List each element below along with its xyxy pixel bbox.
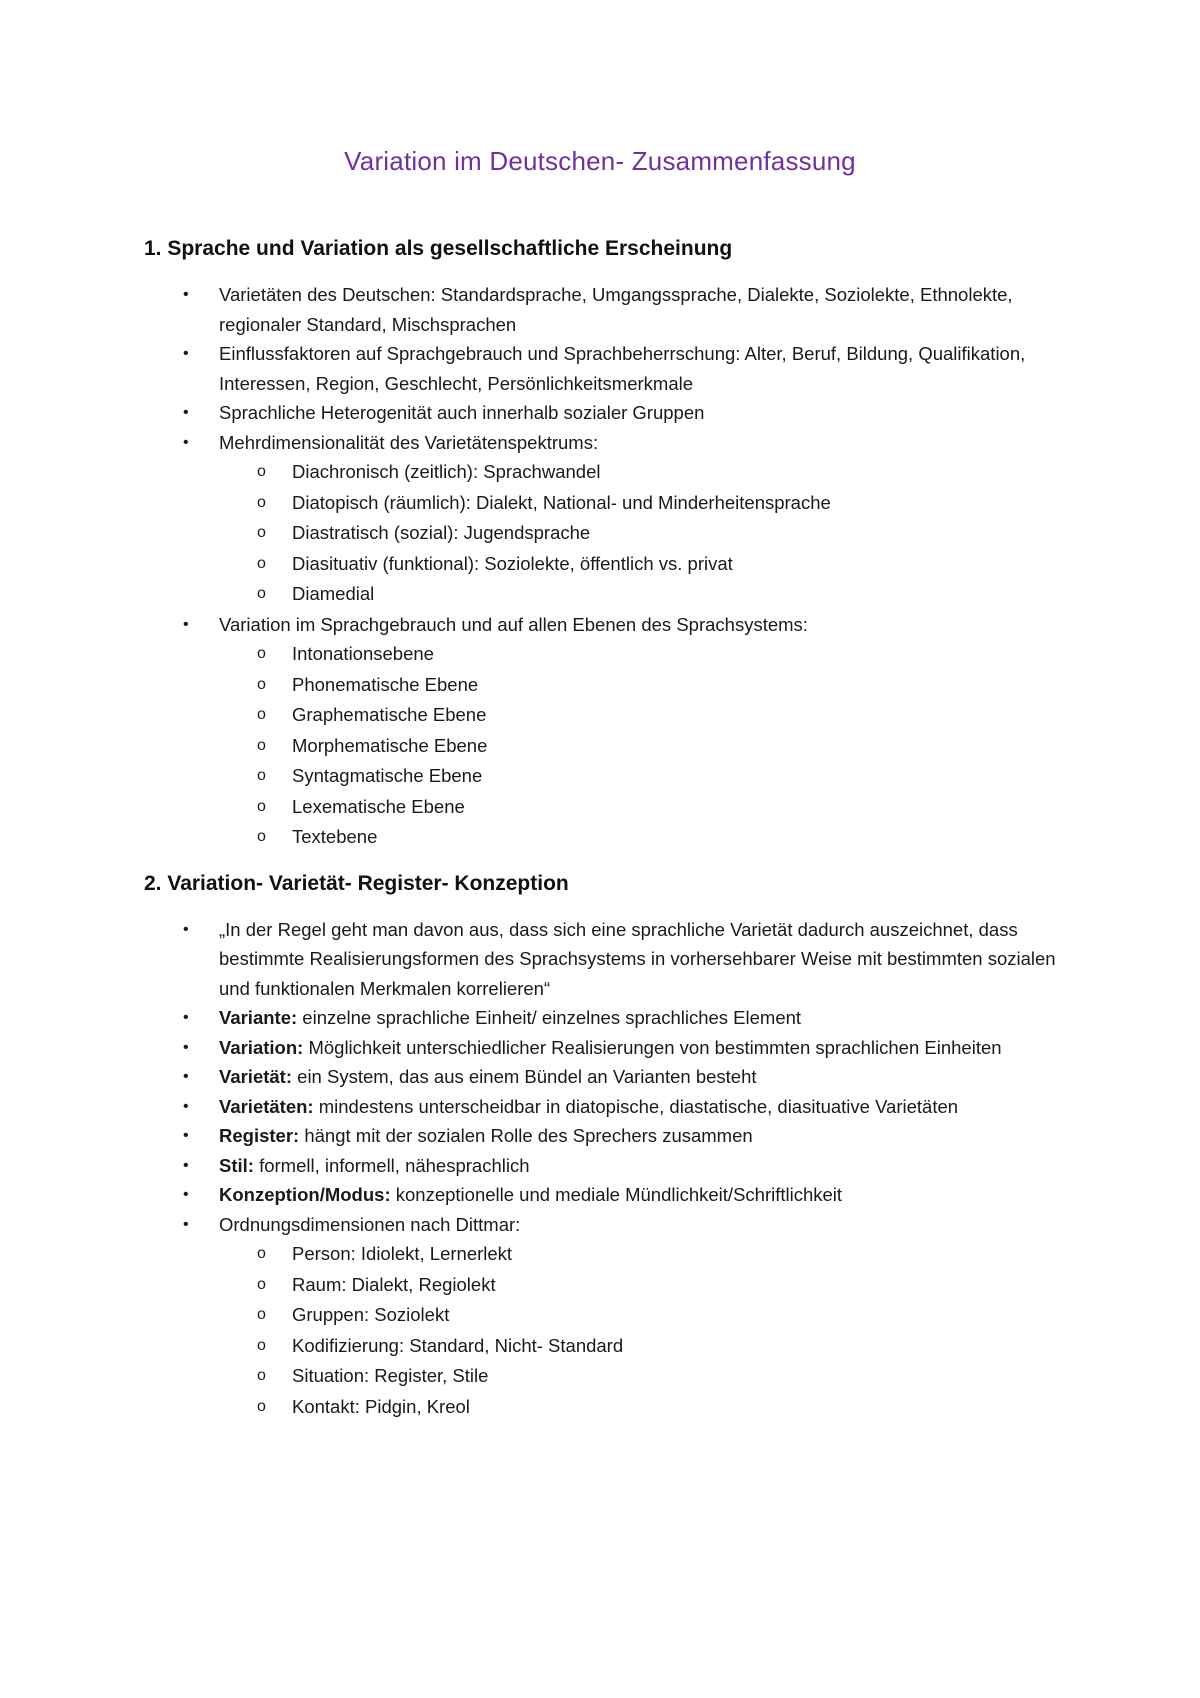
sub-bullet-marker: o (257, 767, 266, 784)
sub-item-text: Textebene (292, 826, 378, 847)
item-text: Variation im Sprachgebrauch und auf allen Ebenen des Sprachsystems: (219, 613, 808, 635)
sub-list-item (219, 1361, 1056, 1392)
item-text: einzelne sprachliche Einheit/ einzelnes sprachliches Element (297, 1007, 802, 1028)
list-item (144, 1180, 1056, 1210)
bullet-marker: • (183, 1215, 189, 1233)
item-text: mindestens unterscheidbar in diatopische, diastatische, diasituative Varietäten (313, 1095, 959, 1117)
section-heading: 2. Variation- Varietät- Register- Konzeption (144, 871, 569, 895)
bullet-marker: • (183, 345, 189, 362)
list-item (144, 428, 1056, 610)
sub-bullet-marker: o (257, 736, 266, 754)
item-text: formell, informell, nähesprachlich (253, 1154, 530, 1176)
sub-item-text: Diachronisch (zeitlich): Sprachwandel (292, 461, 601, 482)
sub-item-text: Kontakt: Pidgin, Kreol (292, 1395, 470, 1417)
sub-bullet-marker: o (257, 585, 266, 602)
item-text: Möglichkeit unterschiedlicher Realisierungen von bestimmten sprachlichen Einheiten (303, 1036, 1002, 1058)
sub-bullet-marker: o (257, 675, 266, 693)
sub-list-item (219, 761, 1056, 792)
sub-item-text: Person: Idiolekt, Lernerlekt (292, 1243, 513, 1264)
document-title: Variation im Deutschen- Zusammenfassung (344, 146, 856, 176)
sub-list-item (219, 1331, 1056, 1362)
list-item (144, 280, 1056, 339)
sub-list-item (219, 731, 1056, 762)
list-item (144, 398, 1056, 428)
list-item (144, 1121, 1056, 1151)
sub-list (219, 457, 1056, 610)
sub-item-text: Gruppen: Soziolekt (292, 1304, 450, 1325)
sub-item-text: Morphematische Ebene (292, 734, 488, 756)
sub-item-text: Diasituativ (funktional): Soziolekte, öffentlich vs. privat (292, 552, 733, 574)
sub-bullet-marker: o (257, 1275, 266, 1293)
sub-item-text: Situation: Register, Stile (292, 1365, 489, 1386)
sub-item-text: Diastratisch (sozial): Jugendsprache (292, 522, 591, 543)
list-item (144, 915, 1056, 1004)
sub-bullet-marker: o (257, 645, 266, 662)
sub-list-item (219, 1239, 1056, 1270)
item-term: Variation: (219, 1036, 304, 1058)
list-item (144, 1151, 1056, 1181)
bullet-marker: • (183, 615, 189, 633)
item-text: Einflussfaktoren auf Sprachgebrauch und Sprachbeherrschung: Alter, Beruf, Bildung, Qualifikation, Interessen, Region, Geschlecht, Persönlichkeitsmerkmale (219, 343, 1026, 394)
bullet-marker: • (183, 1156, 189, 1174)
item-term: Varietät: (219, 1066, 293, 1087)
bullet-marker: • (183, 1097, 189, 1115)
item-text: Ordnungsdimensionen nach Dittmar: (219, 1213, 521, 1235)
sub-bullet-marker: o (257, 797, 266, 815)
sub-bullet-marker: o (257, 554, 266, 572)
item-text: Varietäten des Deutschen: Standardsprache, Umgangssprache, Dialekte, Soziolekte, Ethnolekte, regionaler Standard, Mischsprachen (219, 284, 1013, 335)
item-term: Konzeption/Modus: (219, 1184, 391, 1205)
item-term: Stil: (219, 1154, 254, 1176)
item-term: Register: (219, 1125, 300, 1146)
sub-list-item (219, 579, 1056, 610)
sub-item-text: Kodifizierung: Standard, Nicht- Standard (292, 1334, 624, 1356)
item-text: konzeptionelle und mediale Mündlichkeit/Schriftlichkeit (390, 1184, 843, 1205)
sub-bullet-marker: o (257, 1306, 266, 1323)
sub-item-text: Phonematische Ebene (292, 673, 479, 695)
sub-bullet-marker: o (257, 1397, 266, 1415)
sub-item-text: Raum: Dialekt, Regiolekt (292, 1273, 496, 1295)
bullet-marker: • (183, 1009, 189, 1026)
bullet-marker: • (183, 920, 189, 938)
bullet-marker: • (183, 433, 189, 451)
sub-list-item (219, 518, 1056, 549)
sub-list (219, 639, 1056, 853)
bullet-marker: • (183, 404, 189, 421)
bullet-marker: • (183, 286, 189, 303)
sub-bullet-marker: o (257, 493, 266, 511)
sub-bullet-marker: o (257, 1245, 266, 1262)
sub-list (219, 1239, 1056, 1422)
sub-item-text: Diatopisch (räumlich): Dialekt, National- und Minderheitensprache (292, 491, 831, 513)
list-item (144, 1033, 1056, 1063)
bullet-marker: • (183, 1127, 189, 1144)
item-text: „In der Regel geht man davon aus, dass sich eine sprachliche Varietät dadurch auszeichnet, dass bestimmte Realisierungsformen des Sprachsystems in vorhersehbarer Weise mit bestimmten sozialen und funktionalen Merkmalen korrelieren“ (219, 918, 1056, 999)
sub-list-item (219, 700, 1056, 731)
sub-bullet-marker: o (257, 524, 266, 541)
sub-bullet-marker: o (257, 1336, 266, 1354)
bullet-marker: • (183, 1038, 189, 1056)
list-item (144, 1210, 1056, 1423)
item-text: hängt mit der sozialen Rolle des Sprechers zusammen (299, 1125, 753, 1146)
item-term: Variante: (219, 1007, 298, 1028)
item-term: Varietäten: (219, 1095, 314, 1117)
sub-bullet-marker: o (257, 706, 266, 723)
list-item (144, 339, 1056, 398)
list-item (144, 1092, 1056, 1122)
item-text: ein System, das aus einem Bündel an Varianten besteht (292, 1066, 757, 1087)
bullet-list (144, 280, 1056, 853)
sub-list-item (219, 1300, 1056, 1331)
sub-list-item (219, 457, 1056, 488)
sub-list-item (219, 549, 1056, 580)
item-text: Sprachliche Heterogenität auch innerhalb sozialer Gruppen (219, 402, 705, 423)
sub-bullet-marker: o (257, 828, 266, 845)
list-item (144, 1062, 1056, 1092)
list-item (144, 1003, 1056, 1033)
sub-item-text: Graphematische Ebene (292, 704, 487, 725)
sub-item-text: Lexematische Ebene (292, 795, 465, 817)
bullet-list (144, 915, 1056, 1423)
sub-list-item (219, 670, 1056, 701)
list-item (144, 610, 1056, 853)
sub-list-item (219, 488, 1056, 519)
sub-list-item (219, 792, 1056, 823)
bullet-marker: • (183, 1186, 189, 1203)
sub-list-item (219, 1270, 1056, 1301)
bullet-marker: • (183, 1068, 189, 1085)
section-heading: 1. Sprache und Variation als gesellschaftliche Erscheinung (144, 237, 733, 260)
sub-list-item (219, 822, 1056, 853)
sub-item-text: Intonationsebene (292, 643, 434, 664)
sub-item-text: Syntagmatische Ebene (292, 765, 483, 786)
sub-bullet-marker: o (257, 463, 266, 480)
sub-item-text: Diamedial (292, 583, 375, 604)
sub-list-item (219, 639, 1056, 670)
item-text: Mehrdimensionalität des Varietätenspektrums: (219, 431, 599, 453)
sub-bullet-marker: o (257, 1367, 266, 1384)
sub-list-item (219, 1392, 1056, 1423)
